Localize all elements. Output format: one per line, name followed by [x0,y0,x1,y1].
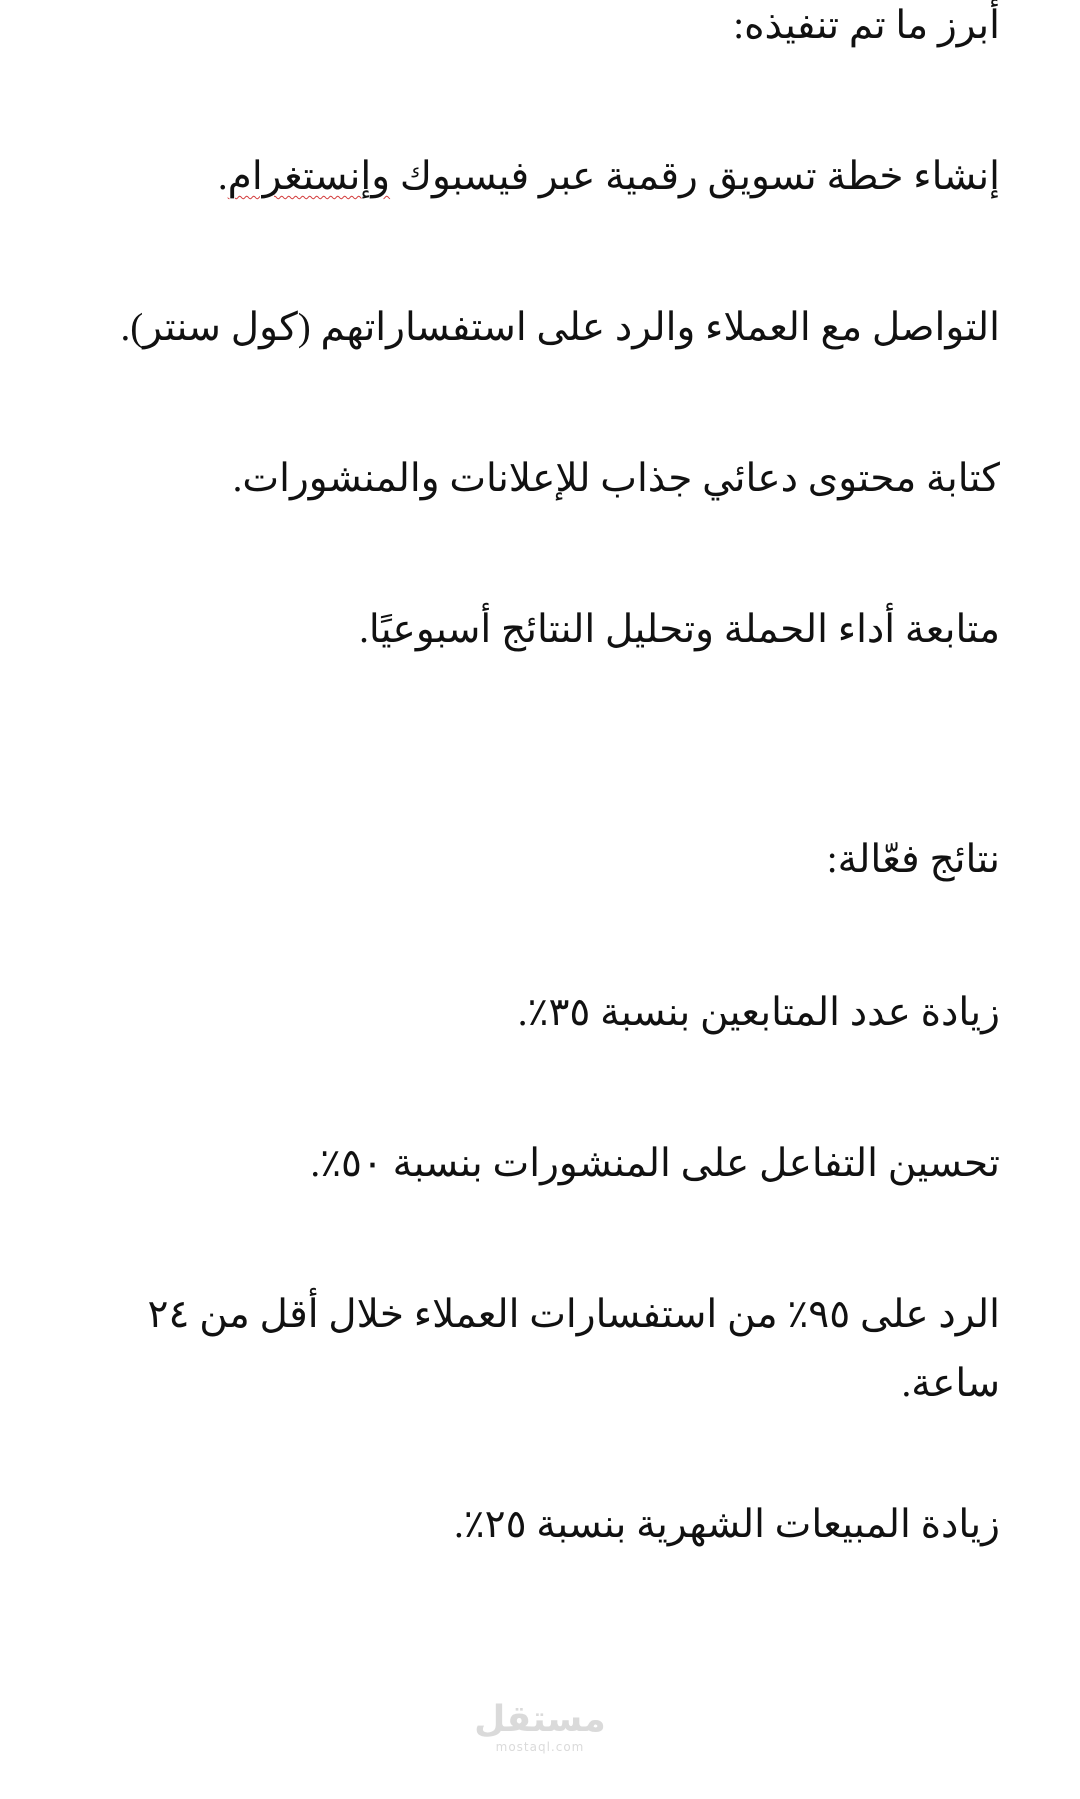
list-item: الرد على ٩٥٪ من استفسارات العملاء خلال أقل من ٢٤ ساعة. [147,1293,1000,1405]
spellcheck-marked-word: وإنستغرام [227,155,391,198]
list-item: تحسين التفاعل على المنشورات بنسبة ٥٠٪. [310,1142,1000,1185]
list-item: متابعة أداء الحملة وتحليل النتائج أسبوعيًا. [359,608,1000,651]
watermark-arabic: مستقل [474,1699,606,1740]
list-item: زيادة المبيعات الشهرية بنسبة ٢٥٪. [453,1503,1000,1546]
section-heading-results: نتائج فعّالة: [826,838,1000,881]
list-item [80,157,1000,196]
list-item: التواصل مع العملاء والرد على استفساراتهم (كول سنتر). [120,306,1000,349]
section-heading-done: أبرز ما تم تنفيذه: [733,4,1000,47]
list-item: زيادة عدد المتابعين بنسبة ٣٥٪. [517,991,1000,1034]
watermark-logo [470,1700,610,1780]
list-item: كتابة محتوى دعائي جذاب للإعلانات والمنشورات. [232,457,1000,500]
item-punctuation: . [217,155,228,198]
item-text: إنشاء خطة تسويق رقمية عبر فيسبوك [390,155,1000,198]
watermark-latin: mostaql.com [495,1740,585,1754]
